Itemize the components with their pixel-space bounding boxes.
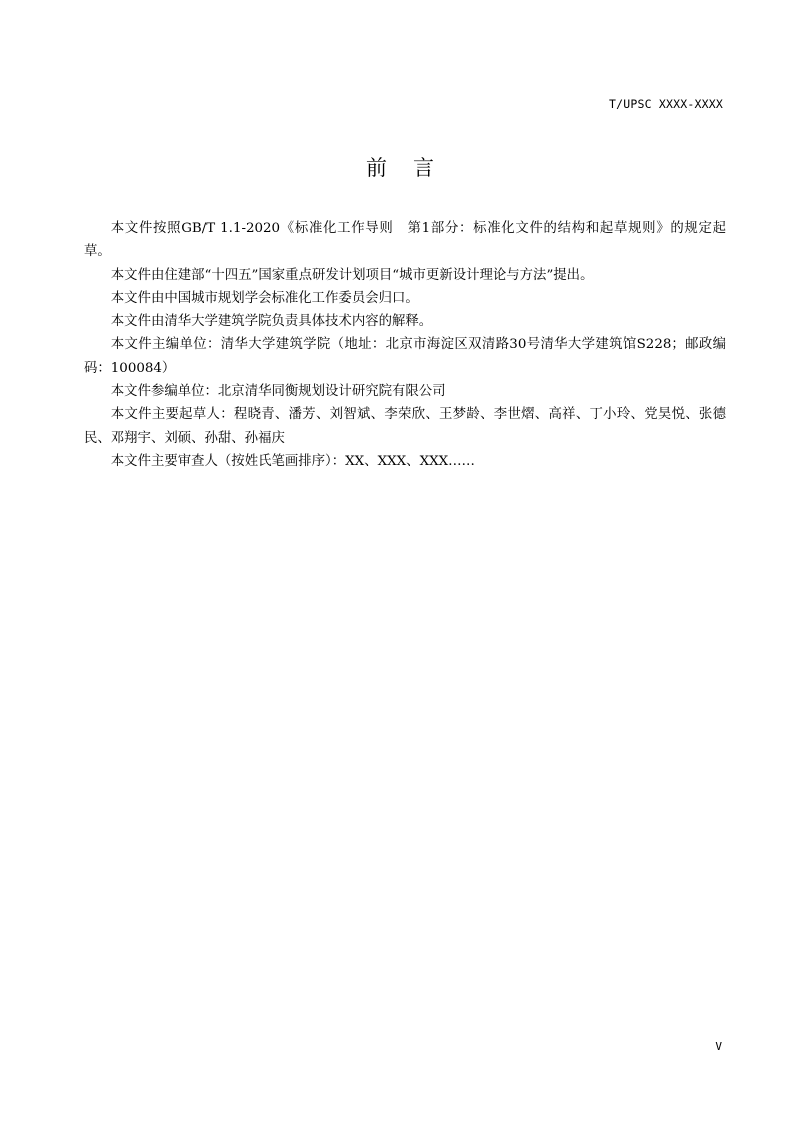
page-number: V: [715, 1040, 722, 1053]
paragraph-chief-editor: 本文件主编单位：清华大学建筑学院（地址：北京市海淀区双清路30号清华大学建筑馆S228；邮政编码：100084）: [84, 337, 726, 376]
paragraph-co-editor: 本文件参编单位：北京清华同衡规划设计研究院有限公司: [110, 384, 446, 400]
paragraph-drafters: 本文件主要起草人：程晓青、潘芳、刘智斌、李荣欣、王梦龄、李世熠、高祥、丁小玲、党昊悦、张德民、邓翔宇、刘硕、孙甜、孙福庆: [84, 407, 726, 446]
paragraph-proposer: 本文件由住建部“十四五”国家重点研发计划项目“城市更新设计理论与方法”提出。: [110, 267, 594, 283]
paragraph-drafting-rules: 本文件按照GB/T 1.1-2020《标准化工作导则 第1部分：标准化文件的结构和起草规则》的规定起草。: [84, 221, 726, 260]
paragraph-interpretation: 本文件由清华大学建筑学院负责具体技术内容的解释。: [110, 314, 433, 330]
paragraph-centralized-unit: 本文件由中国城市规划学会标准化工作委员会归口。: [110, 290, 419, 306]
paragraph-reviewers: 本文件主要审查人（按姓氏笔画排序）：XX、XXX、XXX……: [110, 453, 475, 469]
page-title: 前言: [366, 156, 460, 180]
foreword-body: [84, 217, 726, 473]
document-code: T/UPSC XXXX-XXXX: [609, 97, 723, 111]
